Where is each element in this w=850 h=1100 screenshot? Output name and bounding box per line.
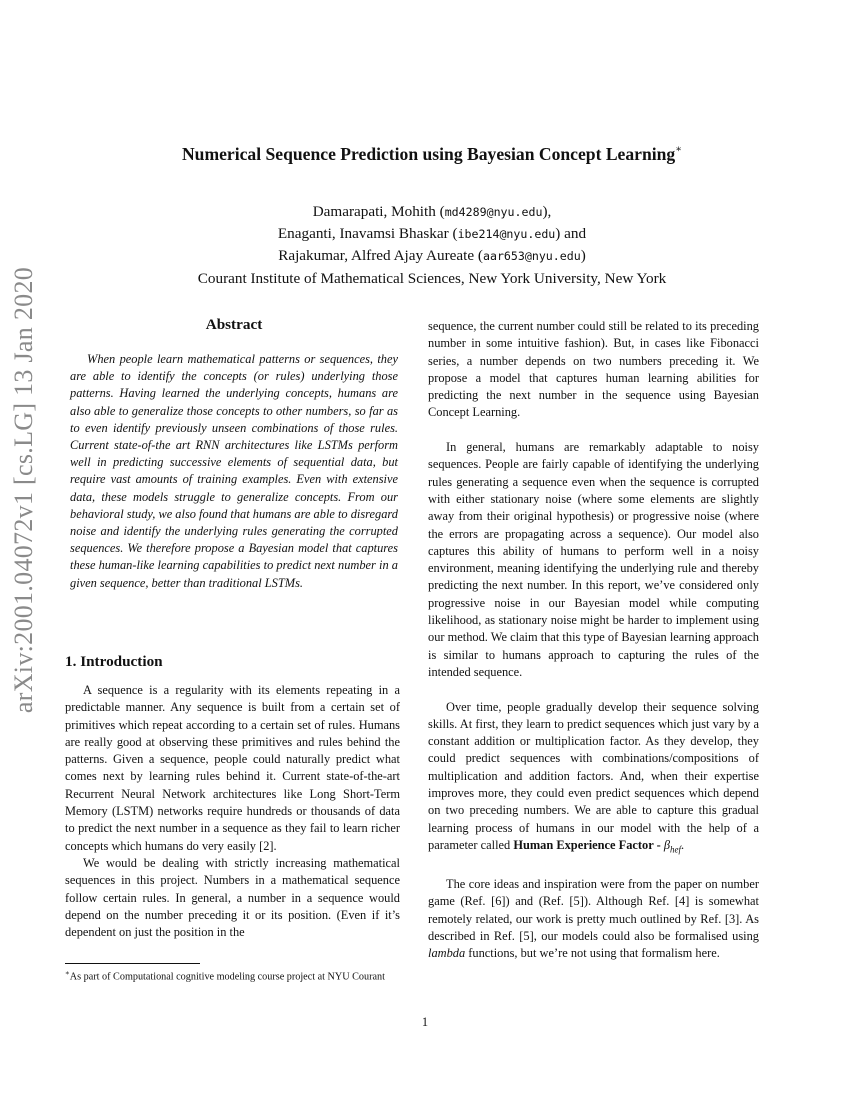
intro-paragraph-4-text: Over time, people gradually develop their sequence solving skills. At first, they learn to predict sequences which just vary by a constant addition or multiplication factor. As they develop, they could predict sequences with combinations/compositions of multiplication and addition factors. And, when their expertise improves more, they could even predict sequences which depend on two preceding numbers. We are able to capture this gradual learning process of humans in our model with the help of a parameter called (428, 699, 759, 852)
beta-symbol: β (663, 837, 670, 852)
author-line-2 (60, 223, 804, 245)
author-affiliation: Courant Institute of Mathematical Sciences, New York University, New York (197, 269, 667, 287)
intro-paragraph-1: A sequence is a regularity with its elements repeating in a predictable manner. Any sequence is built from a certain set of primitives which repeat according to a certain set of rules. Humans are really good at observing these primitives and rules behind the patterns. Given a sequence, people could naturally predict what comes next by learning rules behind it. Current state-of-the-art Recurrent Neural Network architectures like Long Short-Term Memory (LSTM) networks require hundreds or thousands of data to predict the next number in a sequence as they fail to learn richer concepts which humans do very easily [2]. (65, 683, 400, 853)
intro-paragraph-2: We would be dealing with strictly increasing mathematical sequences in this project. Numbers in a mathematical sequence follow certain rules. In general, a number in a sequence would depend on the number preceding it or its position. (Even if it’s dependent on just the position in the (65, 855, 400, 940)
intro-paragraph-5 (428, 876, 759, 962)
author-name-1: Damarapati, Mohith ( (312, 203, 445, 220)
intro-paragraph-5-text: The core ideas and inspiration were from the paper on number game (Ref. [6]) and (Ref. [5]). Although Ref. [4] is somewhat remotely related, our work is pretty much outlined by Ref. [3]. As described in Ref. [5], our models could also be formalised using (428, 876, 759, 943)
arxiv-identifier-stamp (2, 266, 46, 713)
author-name-2: Enaganti, Inavamsi Bhaskar ( (277, 225, 458, 243)
abstract-body: When people learn mathematical patterns or sequences, they are able to identify the concepts (or rules) underlying those patterns. Having learned the underlying concepts, humans are also able to generalize those concepts to other numbers, so far as to even identify previously unseen combinations of those rules. Current state-of-the art RNN architectures like LSTMs perform well in predicting successive elements of sequential data, but require vast amounts of training examples. Even with extensive data, these models struggle to generalize concepts. From our behavioral study, we also found that humans are able to disregard noise and identify the underlying rules generating the corrupted sequences. We therefore propose a Bayesian model that captures these human-like learning capabilities to predict next number in a given sequence, better than traditional LSTMs. (70, 352, 398, 590)
right-column-body (428, 318, 759, 962)
title-footnote-mark: ∗ (675, 144, 683, 156)
page-number: 1 (421, 1015, 429, 1029)
left-column-body (65, 682, 400, 941)
footnote-mark: ∗ (65, 969, 70, 977)
beta-subscript: hef (669, 844, 681, 855)
author-name-3: Rajakumar, Alfred Ajay Aureate ( (278, 247, 483, 265)
author-email-2: ibe214@nyu.edu (457, 227, 556, 242)
footnote-divider (65, 963, 200, 964)
intro-paragraph-3: In general, humans are remarkably adaptable to noisy sequences. People are fairly capable of identifying the underlying rules generating a sequence even when the sequence is corrupted with either stationary noise (where some elements are slightly away from their original hypothesis) or progressive noise (where the errors are propagating across a sequence). Our model also captures this ability of humans to perform well in a noisy environment, meaning identifying the underlying rule and thereby predicting the next number. In this report, we’ve considered only progressive noise in our Bayesian model while computing likelihood, as stationary noise might be harder to implement using our method. We claim that this type of Bayesian learning approach is similar to humans approach to capturing the rules of the intended sequence. (428, 440, 759, 679)
intro-paragraph-5-end: functions, but we’re not using that formalism here. (465, 946, 720, 961)
beta-hef-symbol (663, 837, 681, 855)
author-email-1: md4289@nyu.edu (444, 205, 543, 219)
paper-title (60, 144, 804, 165)
author-suffix-2: ) and (555, 225, 587, 243)
introduction-heading: 1. Introduction (65, 653, 163, 670)
footnote-text: As part of Computational cognitive modeling course project at NYU Courant (69, 971, 385, 983)
lambda-term: lambda (428, 946, 466, 961)
abstract-heading: Abstract (205, 316, 263, 333)
author-suffix-1: ), (542, 203, 552, 220)
author-line-1 (60, 201, 804, 223)
arxiv-identifier-text: arXiv:2001.04072v1 [cs.LG] 13 Jan 2020 (9, 266, 38, 713)
author-block (60, 201, 804, 289)
intro-paragraph-4-end: . (680, 837, 685, 852)
author-email-3: aar653@nyu.edu (482, 249, 581, 264)
footnote (65, 967, 400, 984)
intro-paragraph-4 (428, 699, 759, 859)
paper-title-text: Numerical Sequence Prediction using Bayesian Concept Learning (181, 144, 676, 164)
human-experience-factor-term: Human Experience Factor - (513, 837, 664, 852)
author-suffix-3: ) (580, 247, 586, 265)
intro-paragraph-2-continued: sequence, the current number could still be related to its preceding number in some intuitive fashion). But, in cases like Fibonacci series, a number depends on two numbers preceding it. We propose a model that captures human learning abilities for predicting the next number in the sequence using Bayesian Concept Learning. (428, 319, 759, 420)
author-line-3 (60, 245, 804, 267)
